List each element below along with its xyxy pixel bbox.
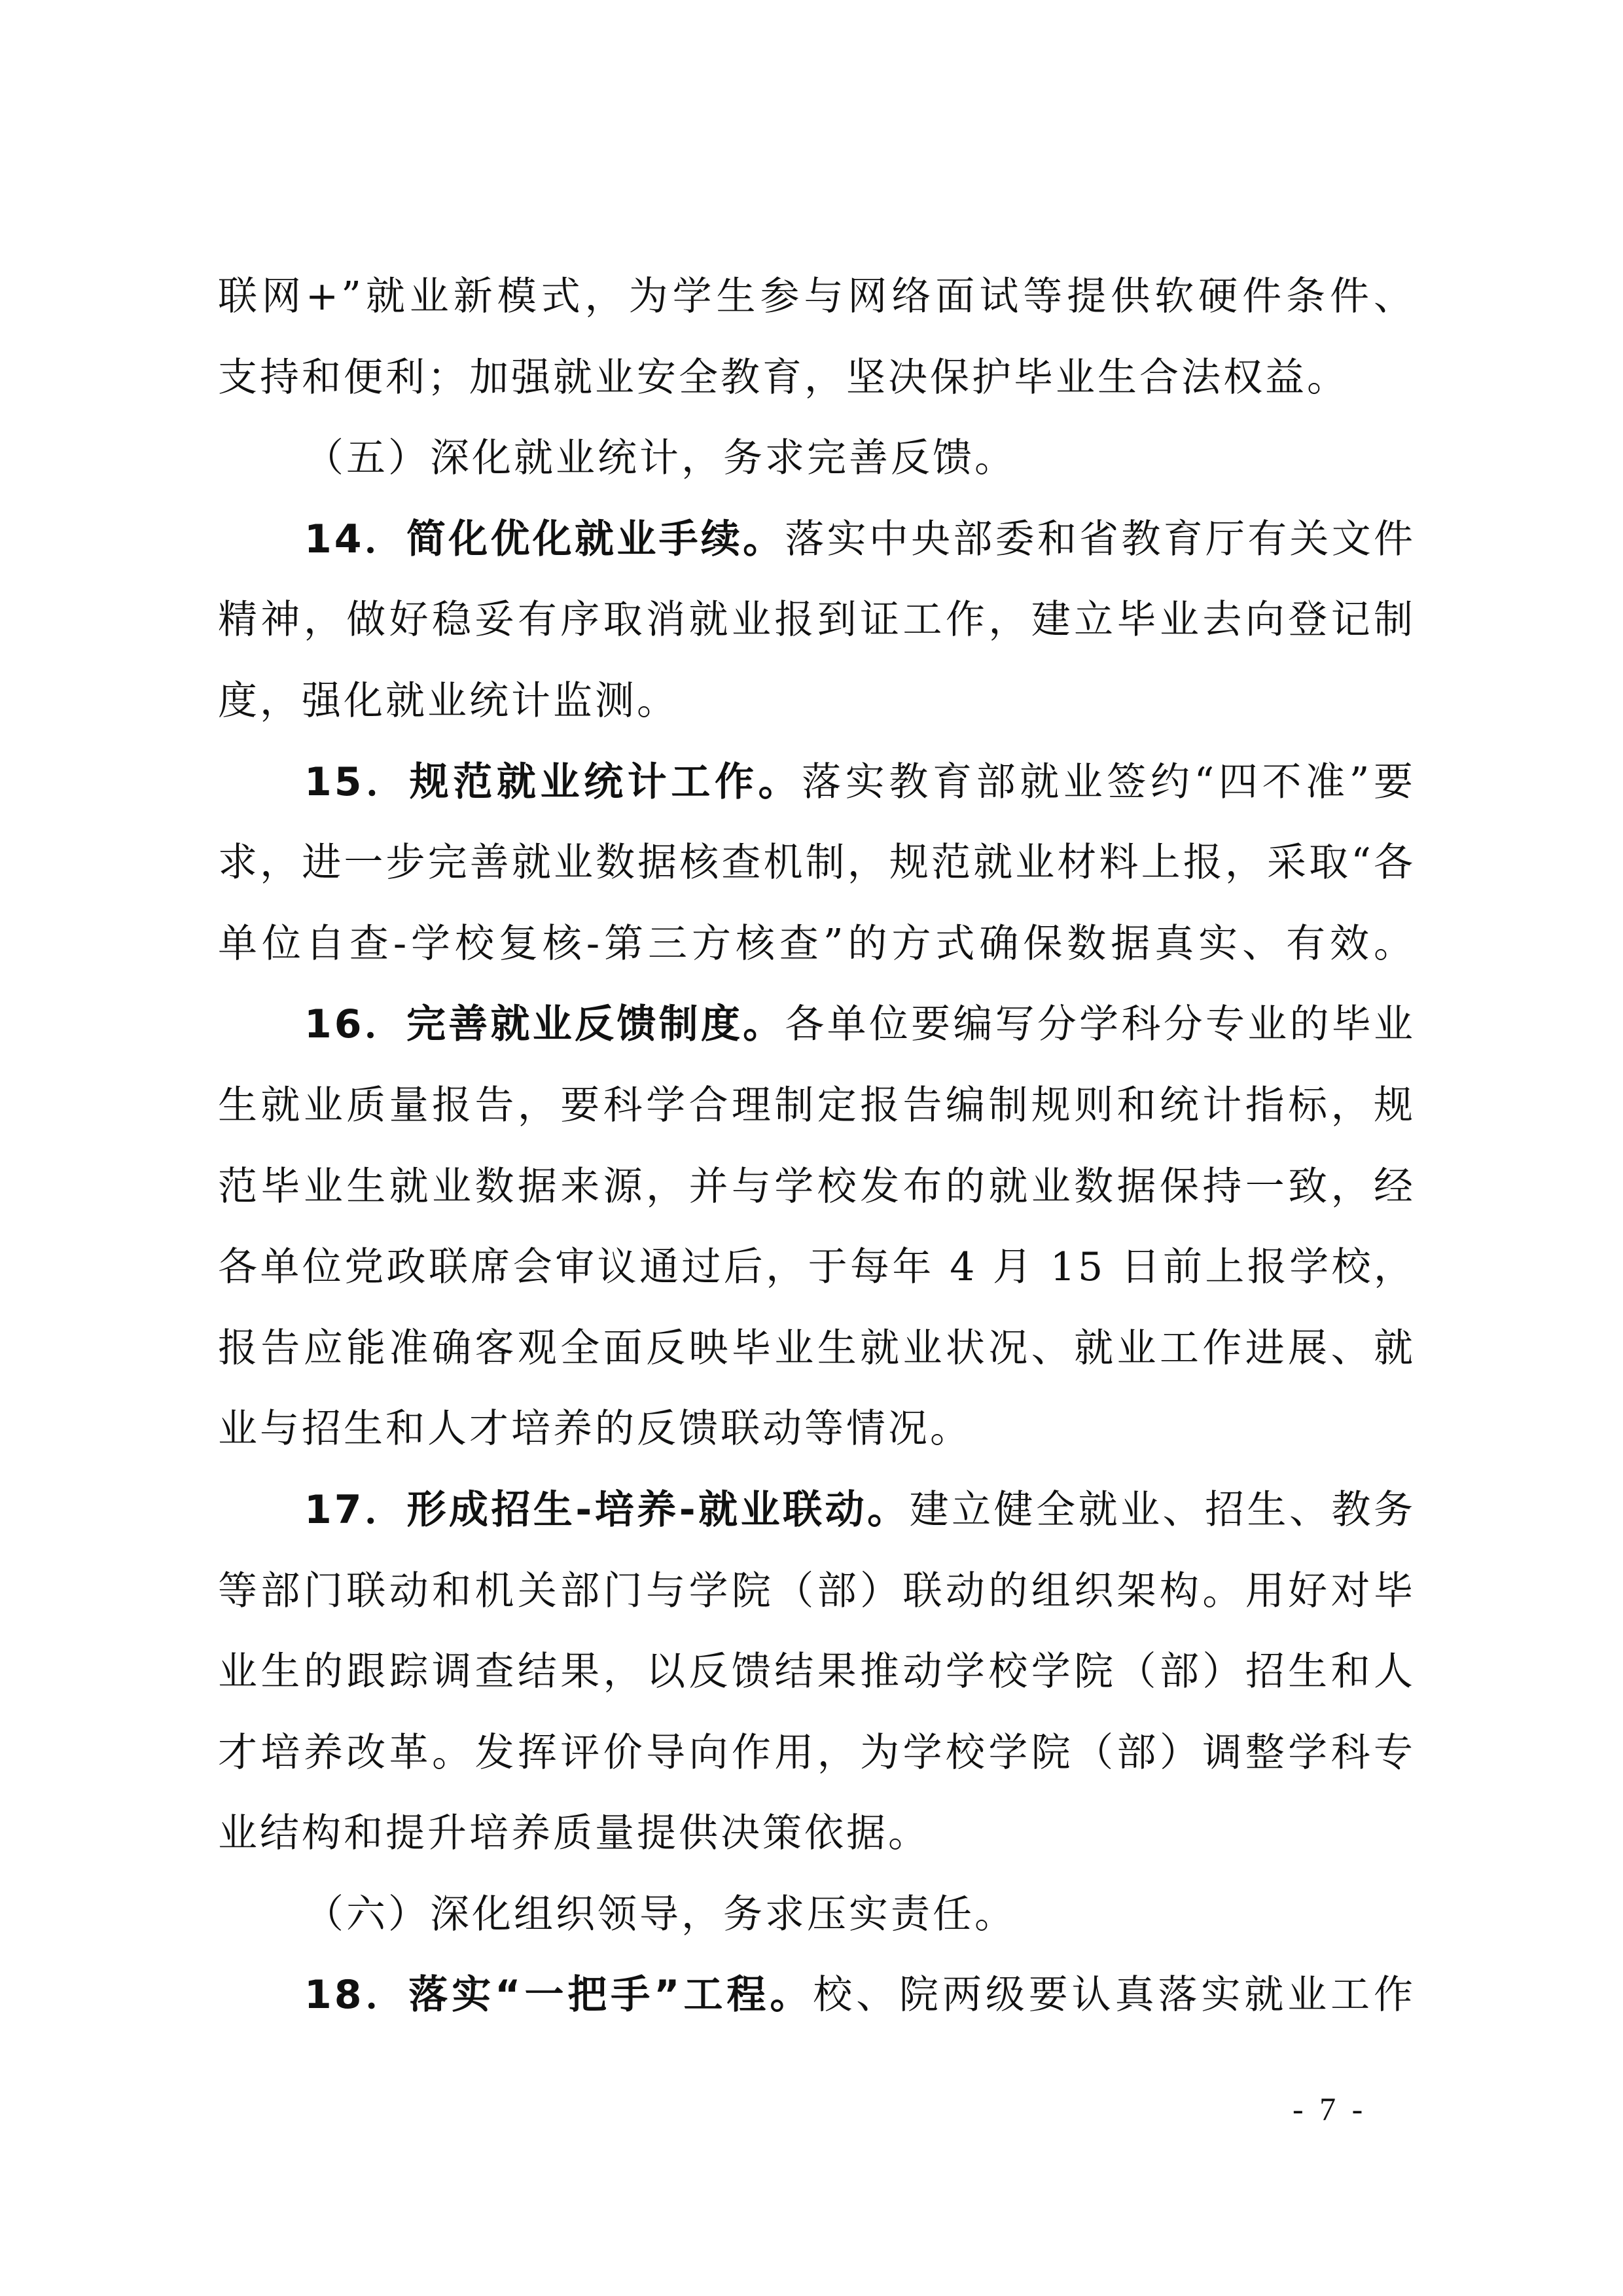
body-line: 求，进一步完善就业数据核查机制，规范就业材料上报，采取“各 bbox=[218, 840, 1416, 886]
body-line: 等部门联动和机关部门与学院（部）联动的组织架构。用好对毕 bbox=[218, 1568, 1416, 1614]
page-number: - 7 - bbox=[1293, 2090, 1367, 2127]
item-15-first-line bbox=[218, 742, 1416, 823]
body-line: 业生的跟踪调查结果，以反馈结果推动学校学院（部）招生和人 bbox=[218, 1649, 1416, 1695]
body-line: 业结构和提升培养质量提供决策依据。 bbox=[218, 1810, 930, 1857]
item-14-first-line bbox=[218, 499, 1416, 581]
body-line: 业与招生和人才培养的反馈联动等情况。 bbox=[218, 1406, 972, 1452]
document-body bbox=[218, 257, 1416, 2036]
body-line: 联网+”就业新模式，为学生参与网络面试等提供软硬件条件、 bbox=[218, 274, 1416, 319]
item-18-first-line bbox=[218, 1955, 1416, 2036]
body-line: 支持和便利；加强就业安全教育，坚决保护毕业生合法权益。 bbox=[218, 354, 1349, 401]
item-16-first-line bbox=[218, 984, 1416, 1066]
item-18-heading: 18．落实“一把手”工程。 bbox=[304, 1972, 813, 2018]
body-line: 精神，做好稳妥有序取消就业报到证工作，建立毕业去向登记制 bbox=[218, 597, 1416, 643]
item-15-heading: 15．规范就业统计工作。 bbox=[304, 759, 802, 805]
item-17-heading: 17．形成招生-培养-就业联动。 bbox=[304, 1486, 910, 1533]
body-line: 才培养改革。发挥评价导向作用，为学校学院（部）调整学科专 bbox=[218, 1729, 1416, 1776]
section-heading-6: （六）深化组织领导，务求压实责任。 bbox=[304, 1891, 1016, 1937]
body-line: 范毕业生就业数据来源，并与学校发布的就业数据保持一致，经 bbox=[218, 1163, 1416, 1210]
item-16-text: 各单位要编写分学科分专业的毕业 bbox=[785, 1001, 1416, 1048]
item-17-first-line bbox=[218, 1470, 1416, 1551]
body-line: 各单位党政联席会审议通过后，于每年 4 月 15 日前上报学校， bbox=[218, 1244, 1416, 1291]
body-line: 生就业质量报告，要科学合理制定报告编制规则和统计指标，规 bbox=[218, 1082, 1416, 1128]
section-heading-5: （五）深化就业统计，务求完善反馈。 bbox=[304, 435, 1016, 482]
item-14-heading: 14．简化优化就业手续。 bbox=[304, 516, 785, 562]
item-14-text: 落实中央部委和省教育厅有关文件 bbox=[785, 516, 1416, 562]
item-18-text: 校、院两级要认真落实就业工作 bbox=[813, 1972, 1416, 2018]
item-16-heading: 16．完善就业反馈制度。 bbox=[304, 1001, 785, 1048]
body-line: 报告应能准确客观全面反映毕业生就业状况、就业工作进展、就 bbox=[218, 1325, 1416, 1371]
body-line: 单位自查-学校复核-第三方核查”的方式确保数据真实、有效。 bbox=[218, 920, 1416, 967]
item-17-text: 建立健全就业、招生、教务 bbox=[909, 1486, 1416, 1533]
item-15-text: 落实教育部就业签约“四不准”要 bbox=[802, 759, 1416, 805]
body-line: 度，强化就业统计监测。 bbox=[218, 677, 679, 724]
